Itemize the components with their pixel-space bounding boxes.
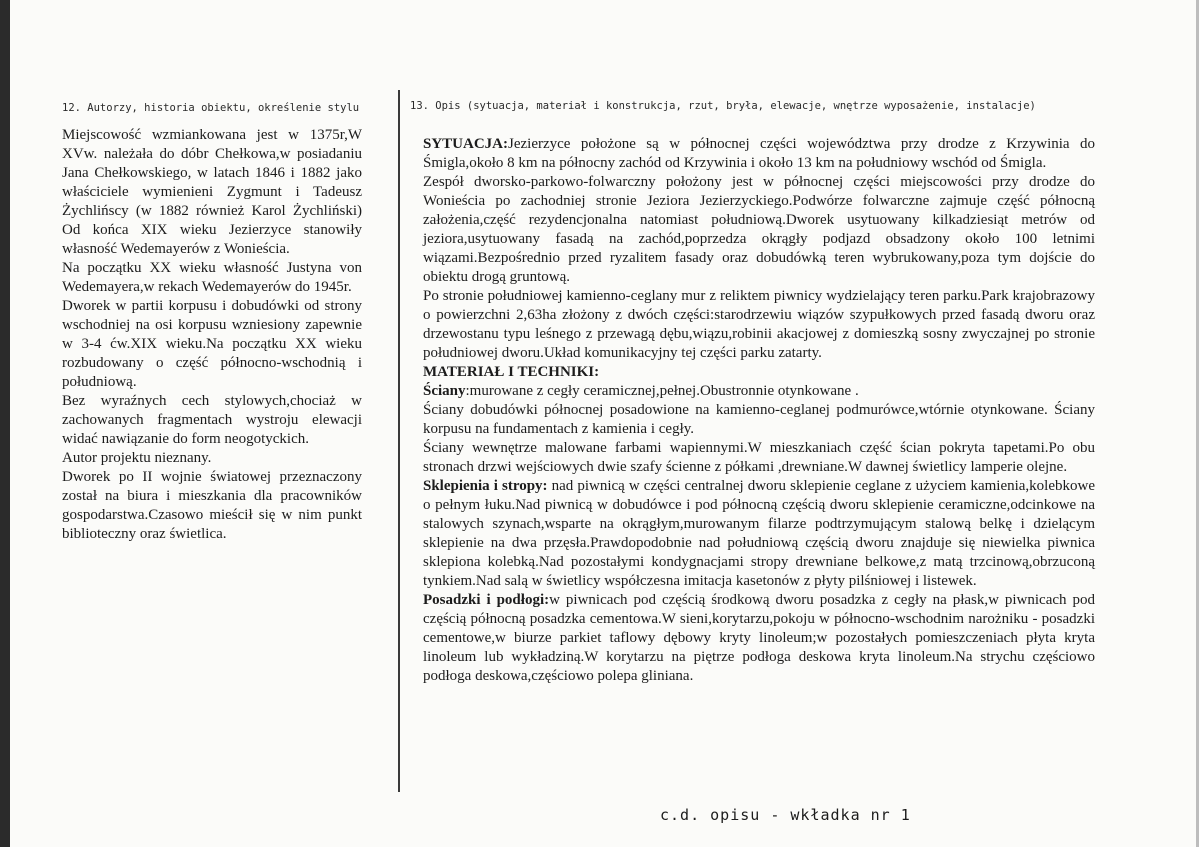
sciany-label: Ściany xyxy=(423,383,466,399)
history-paragraph: Bez wyraźnych cech stylowych,chociaż w zachowanych fragmentach wystroju elewacji widać nawiązanie do form neogotyckich. xyxy=(62,393,362,447)
history-paragraph: Miejscowość wzmiankowana jest w 1375r,W XVw. należała do dóbr Chełkowa,w posiadaniu Jana Chełkowskiego, w latach 1846 i 1882 jako właściciele wymienieni Zygmunt i Tadeusz Żychlińscy (w 1882 również Karol Żychliński) Od końca XIX wieku Jezierzyce stanowiły własność Wedemayerów z Wonieścia. xyxy=(62,127,362,257)
sklepienia-label: Sklepienia i stropy: xyxy=(423,478,548,494)
sklepienia-paragraph xyxy=(423,477,1095,591)
posadzki-paragraph xyxy=(423,591,1095,686)
history-paragraph: Dworek po II wojnie światowej przeznaczony został na biura i mieszkania dla pracowników gospodarstwa.Czasowo mieścił się w nim punkt biblioteczny oraz świetlica. xyxy=(62,469,362,542)
sciany-text: :murowane z cegły ceramicznej,pełnej.Obustronnie otynkowane . xyxy=(465,383,859,399)
section-12-header: 12. Autorzy, historia obiektu, określenie stylu xyxy=(62,102,360,114)
sciany-paragraph xyxy=(423,382,1095,401)
sytuacja-label: SYTUACJA: xyxy=(423,136,509,152)
column-divider xyxy=(398,90,401,792)
park-paragraph: Po stronie południowej kamienno-ceglany mur z reliktem piwnicy wydzielający teren parku.Park krajobrazowy o powierzchni 2,63ha złożony z dwóch części:starodrzewiu wiązów szypułkowych przed fasadą dworu oraz drzewostanu typu leśnego z przewagą dębu,wiązu,robinii akacjowej z domieszką sosny zwyczajnej po stronie południowej dworu.Układ komunikacyjny tej części parku zatarty. xyxy=(423,288,1095,361)
zespol-paragraph: Zespół dworsko-parkowo-folwarczny położony jest w północnej części miejscowości przy drodze do Wonieścia po zachodniej stronie Jeziora Jezierzyckiego.Podwórze folwarczne zajmuje część północną założenia,część rezydencjonalna natomiast południową.Dworek usytuowany kilkadziesiąt metrów od jeziora,usytuowany fasadą na zachód,poprzedza okrągły podjazd obsadzony około 100 letnimi wiązami.Bezpośrednio przed ryzalitem fasady oraz dobudówką teren wybrukowany,poza tym dojście do obiektu drogą gruntową. xyxy=(423,174,1095,285)
sytuacja-paragraph xyxy=(423,135,1095,173)
description-column xyxy=(423,135,1095,686)
sciany-dobudowki-paragraph: Ściany dobudówki północnej posadowione na kamienno-ceglanej podmurówce,wtórnie otynkowane. Ściany korpusu na fundamentach z kamienia i cegły. xyxy=(423,402,1095,437)
history-paragraph: Na początku XX wieku własność Justyna von Wedemayera,w rekach Wedemayerów do 1945r. xyxy=(62,260,362,295)
scan-left-edge xyxy=(0,0,10,847)
posadzki-label: Posadzki i podłogi: xyxy=(423,592,550,608)
history-paragraph: Autor projektu nieznany. xyxy=(62,450,212,466)
posadzki-text: w piwnicach pod częścią środkową dworu posadzka z cegły na płask,w piwnicach pod częścią północną posadzka cementowa.W sieni,korytarzu,pokoju w północno-wschodnim narożniku - posadzki cementowe,w biurze parkiet taflowy dębowy kryty linoleum;w pozostałych pomieszczeniach płyta kryta linoleum lub wykładziną.W korytarzu na piętrze podłoga deskowa kryta linoleum.Na strychu częściowo podłoga deskowa,częściowo polepa gliniana. xyxy=(423,592,1095,684)
sytuacja-text: Jezierzyce położone są w północnej części województwa przy drodze z Krzywinia do Śmigla,około 8 km na północny zachód od Krzywinia i około 13 km na południowy wschód od Śmigla. xyxy=(423,136,1095,171)
section-13-header: 13. Opis (sytuacja, materiał i konstrukcja, rzut, bryła, elewacje, wnętrze wyposażenie, instalacje) xyxy=(410,100,1036,112)
sklepienia-text: nad piwnicą w części centralnej dworu sklepienie ceglane z użyciem kamienia,kolebkowe o pełnym łuku.Nad piwnicą w dobudówce i pod północną częścią dworu sklepienie ceramiczne,odcinkowe na stalowych szynach,wsparte na okrągłym,murowanym filarze podtrzymującym stalową belkę i dzielącym sklepienie na dwa przęsła.Prawdopodobnie nad południową częścią dworu znajduje się niewielka piwnica sklepiona kolebką.Nad pozostałymi kondygnacjami stropy drewniane belkowe,z matą trzcinową,obrzuconą tynkiem.Nad salą w świetlicy współczesna imitacja kasetonów z płyty pilśniowej i listewek. xyxy=(423,478,1095,589)
history-paragraph: Dworek w partii korpusu i dobudówki od strony wschodniej na osi korpusu wzniesiony zapewnie w 3-4 ćw.XIX wieku.Na początku XX wieku rozbudowany o część północno-wschodnią i południową. xyxy=(62,298,362,390)
material-title: MATERIAŁ I TECHNIKI: xyxy=(423,364,600,380)
history-column xyxy=(62,126,362,544)
sciany-wewnetrzne-paragraph: Ściany wewnętrze malowane farbami wapiennymi.W mieszkaniach część ścian pokryta tapetami.Po obu stronach drzwi wejściowych dwie szafy ścienne z półkami ,drewniane.W dawnej świetlicy lamperie olejne. xyxy=(423,440,1095,475)
continuation-note: c.d. opisu - wkładka nr 1 xyxy=(660,806,911,824)
